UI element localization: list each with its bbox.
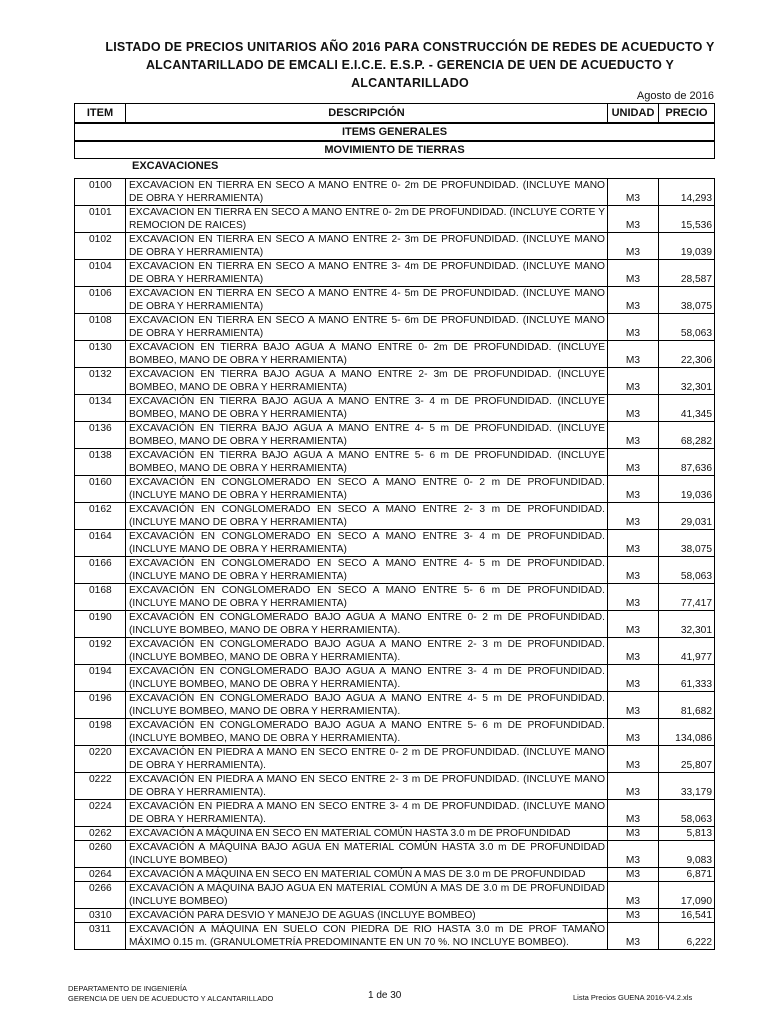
footer-gerencia-label: GERENCIA DE UEN DE ACUEDUCTO Y ALCANTARILLADO [68,994,274,1003]
item-price: 134,086 [675,733,712,744]
item-unit: M3 [608,611,659,637]
item-price: 32,301 [680,382,712,393]
item-unit: M3 [608,341,659,367]
item-description: EXCAVACIÓN A MÁQUINA EN SECO EN MATERIAL COMÚN A MAS DE 3.0 m DE PROFUNDIDAD [126,868,608,881]
item-unit: M3 [608,638,659,664]
item-description: EXCAVACIÓN EN CONGLOMERADO EN SECO A MANO ENTRE 4- 5 m DE PROFUNDIDAD. (INCLUYE MANO DE OBRA Y HERRAMIENTA) [126,557,608,583]
item-code: 0106 [75,287,126,313]
item-description: EXCAVACIÓN EN TIERRA BAJO AGUA A MANO ENTRE 5- 6 m DE PROFUNDIDAD. (INCLUYE BOMBEO, MANO DE OBRA Y HERRAMIENTA) [126,449,608,475]
document-title [100,38,720,92]
table-row [74,909,715,923]
item-price: 58,063 [680,571,712,582]
item-code: 0166 [75,557,126,583]
table-row [74,179,715,206]
item-unit: M3 [608,692,659,718]
item-description: EXCAVACIÓN EN CONGLOMERADO BAJO AGUA A MANO ENTRE 4- 5 m DE PROFUNDIDAD. (INCLUYE BOMBEO, MANO DE OBRA Y HERRAMIENTA). [126,692,608,718]
item-price: 16,541 [680,910,712,921]
item-unit: M3 [608,233,659,259]
table-row [74,584,715,611]
item-unit: M3 [608,314,659,340]
item-code: 0136 [75,422,126,448]
item-description: EXCAVACIÓN EN CONGLOMERADO BAJO AGUA A MANO ENTRE 5- 6 m DE PROFUNDIDAD. (INCLUYE BOMBEO, MANO DE OBRA Y HERRAMIENTA). [126,719,608,745]
column-header-item: ITEM [75,104,126,122]
table-row [74,260,715,287]
table-row [74,422,715,449]
table-row [74,800,715,827]
item-code: 0164 [75,530,126,556]
column-header-price: PRECIO [665,107,708,119]
table-row [74,638,715,665]
item-description: EXCAVACIÓN EN TIERRA BAJO AGUA A MANO ENTRE 4- 5 m DE PROFUNDIDAD. (INCLUYE BOMBEO, MANO DE OBRA Y HERRAMIENTA) [126,422,608,448]
item-unit: M3 [608,665,659,691]
price-table-body [74,178,715,950]
item-price: 29,031 [680,517,712,528]
item-price: 33,179 [680,787,712,798]
item-description: EXCAVACIÓN A MÁQUINA BAJO AGUA EN MATERIAL COMÚN A MAS DE 3.0 m DE PROFUNDIDAD (INCLUYE BOMBEO) [126,882,608,908]
item-description: EXCAVACIÓN EN TIERRA BAJO AGUA A MANO ENTRE 3- 4 m DE PROFUNDIDAD. (INCLUYE BOMBEO, MANO DE OBRA Y HERRAMIENTA) [126,395,608,421]
table-row [74,868,715,882]
item-description: EXCAVACIÓN A MÁQUINA EN SECO EN MATERIAL COMÚN HASTA 3.0 m DE PROFUNDIDAD [126,827,608,840]
table-row [74,476,715,503]
table-row [74,841,715,868]
item-unit: M3 [608,503,659,529]
item-code: 0262 [75,827,126,840]
table-row [74,557,715,584]
footer-dept-label: DEPARTAMENTO DE INGENIERÍA [68,984,188,993]
item-unit: M3 [608,909,659,922]
item-price: 61,333 [680,679,712,690]
item-code: 0108 [75,314,126,340]
item-price: 25,807 [680,760,712,771]
item-description: EXCAVACIÓN EN PIEDRA A MANO EN SECO ENTRE 3- 4 m DE PROFUNDIDAD. (INCLUYE MANO DE OBRA Y HERRAMIENTA). [126,800,608,826]
item-description: EXCAVACIÓN PARA DESVIO Y MANEJO DE AGUAS (INCLUYE BOMBEO) [126,909,608,922]
document-date: Agosto de 2016 [636,90,714,102]
item-description: EXCAVACIÓN EN CONGLOMERADO EN SECO A MANO ENTRE 2- 3 m DE PROFUNDIDAD. (INCLUYE MANO DE OBRA Y HERRAMIENTA) [126,503,608,529]
item-code: 0138 [75,449,126,475]
item-description: EXCAVACION EN TIERRA EN SECO A MANO ENTRE 0- 2m DE PROFUNDIDAD. (INCLUYE MANO DE OBRA Y HERRAMIENTA) [126,179,608,205]
item-price: 41,977 [680,652,712,663]
item-price: 6,871 [686,869,712,880]
item-description: EXCAVACION EN TIERRA BAJO AGUA A MANO ENTRE 0- 2m DE PROFUNDIDAD. (INCLUYE BOMBEO, MANO DE OBRA Y HERRAMIENTA) [126,341,608,367]
item-price: 19,039 [680,247,712,258]
item-price: 32,301 [680,625,712,636]
item-unit: M3 [608,287,659,313]
item-unit: M3 [608,827,659,840]
item-code: 0310 [75,909,126,922]
item-code: 0196 [75,692,126,718]
item-code: 0224 [75,800,126,826]
item-price: 38,075 [680,544,712,555]
item-code: 0264 [75,868,126,881]
item-unit: M3 [608,449,659,475]
item-unit: M3 [608,746,659,772]
item-price: 68,282 [680,436,712,447]
column-header-description: DESCRIPCIÓN [126,104,608,122]
table-row [74,611,715,638]
item-unit: M3 [608,800,659,826]
item-code: 0160 [75,476,126,502]
item-code: 0100 [75,179,126,205]
item-unit: M3 [608,923,659,949]
table-row [74,206,715,233]
item-unit: M3 [608,179,659,205]
item-code: 0260 [75,841,126,867]
item-description: EXCAVACION EN TIERRA EN SECO A MANO ENTRE 2- 3m DE PROFUNDIDAD. (INCLUYE MANO DE OBRA Y HERRAMIENTA) [126,233,608,259]
item-code: 0102 [75,233,126,259]
item-description: EXCAVACIÓN EN CONGLOMERADO BAJO AGUA A MANO ENTRE 3- 4 m DE PROFUNDIDAD. (INCLUYE BOMBEO, MANO DE OBRA Y HERRAMIENTA). [126,665,608,691]
item-price: 15,536 [680,220,712,231]
item-price: 14,293 [680,193,712,204]
item-description: EXCAVACIÓN EN CONGLOMERADO EN SECO A MANO ENTRE 3- 4 m DE PROFUNDIDAD. (INCLUYE MANO DE OBRA Y HERRAMIENTA) [126,530,608,556]
title-line-1: LISTADO DE PRECIOS UNITARIOS AÑO 2016 PARA CONSTRUCCIÓN DE REDES DE ACUEDUCTO Y [105,40,715,54]
item-description: EXCAVACIÓN EN CONGLOMERADO EN SECO A MANO ENTRE 5- 6 m DE PROFUNDIDAD. (INCLUYE MANO DE OBRA Y HERRAMIENTA) [126,584,608,610]
table-row [74,395,715,422]
item-price: 9,083 [686,855,712,866]
item-description: EXCAVACIÓN EN PIEDRA A MANO EN SECO ENTRE 0- 2 m DE PROFUNDIDAD. (INCLUYE MANO DE OBRA Y HERRAMIENTA). [126,746,608,772]
item-unit: M3 [608,882,659,908]
table-header [74,103,715,123]
item-price: 41,345 [680,409,712,420]
table-row [74,773,715,800]
item-description: EXCAVACION EN TIERRA EN SECO A MANO ENTRE 4- 5m DE PROFUNDIDAD. (INCLUYE MANO DE OBRA Y HERRAMIENTA) [126,287,608,313]
item-code: 0311 [75,923,126,949]
section-heading-items-generales: ITEMS GENERALES [74,123,715,141]
item-code: 0192 [75,638,126,664]
item-code: 0190 [75,611,126,637]
item-description: EXCAVACIÓN A MÁQUINA EN SUELO CON PIEDRA DE RIO HASTA 3.0 m DE PROF TAMAÑO MÁXIMO 0.15 m. (GRANULOMETRÍA PREDOMINANTE EN UN 70 %. NO INCLUYE BOMBEO). [126,923,608,949]
table-row [74,530,715,557]
footer-department [68,984,273,1004]
item-code: 0168 [75,584,126,610]
table-row [74,287,715,314]
item-unit: M3 [608,868,659,881]
table-row [74,719,715,746]
item-price: 77,417 [680,598,712,609]
item-description: EXCAVACIÓN EN CONGLOMERADO EN SECO A MANO ENTRE 0- 2 m DE PROFUNDIDAD. (INCLUYE MANO DE OBRA Y HERRAMIENTA) [126,476,608,502]
table-row [74,827,715,841]
item-unit: M3 [608,260,659,286]
column-header-unit: UNIDAD [608,104,659,122]
item-description: EXCAVACIÓN EN CONGLOMERADO BAJO AGUA A MANO ENTRE 0- 2 m DE PROFUNDIDAD. (INCLUYE BOMBEO, MANO DE OBRA Y HERRAMIENTA). [126,611,608,637]
item-unit: M3 [608,719,659,745]
item-unit: M3 [608,368,659,394]
item-unit: M3 [608,773,659,799]
item-price: 5,813 [686,828,712,839]
item-description: EXCAVACIÓN EN PIEDRA A MANO EN SECO ENTRE 2- 3 m DE PROFUNDIDAD. (INCLUYE MANO DE OBRA Y HERRAMIENTA). [126,773,608,799]
table-row [74,665,715,692]
item-price: 28,587 [680,274,712,285]
table-row [74,746,715,773]
item-unit: M3 [608,530,659,556]
item-code: 0194 [75,665,126,691]
item-code: 0162 [75,503,126,529]
table-row [74,503,715,530]
item-unit: M3 [608,557,659,583]
item-code: 0130 [75,341,126,367]
footer-filename: Lista Precios GUENA 2016-V4.2.xls [573,993,693,1002]
item-unit: M3 [608,395,659,421]
item-description: EXCAVACION EN TIERRA BAJO AGUA A MANO ENTRE 2- 3m DE PROFUNDIDAD. (INCLUYE BOMBEO, MANO DE OBRA Y HERRAMIENTA) [126,368,608,394]
table-row [74,449,715,476]
item-description: EXCAVACION EN TIERRA EN SECO A MANO ENTRE 0- 2m DE PROFUNDIDAD. (INCLUYE CORTE Y REMOCION DE RAICES) [126,206,608,232]
item-code: 0220 [75,746,126,772]
item-price: 58,063 [680,814,712,825]
table-row [74,314,715,341]
table-row [74,923,715,950]
item-description: EXCAVACION EN TIERRA EN SECO A MANO ENTRE 5- 6m DE PROFUNDIDAD. (INCLUYE MANO DE OBRA Y HERRAMIENTA) [126,314,608,340]
item-unit: M3 [608,422,659,448]
table-row [74,341,715,368]
item-price: 38,075 [680,301,712,312]
table-row [74,692,715,719]
item-price: 19,036 [680,490,712,501]
item-code: 0101 [75,206,126,232]
section-heading-movimiento-de-tierras: MOVIMIENTO DE TIERRAS [74,141,715,159]
item-code: 0132 [75,368,126,394]
item-code: 0104 [75,260,126,286]
item-description: EXCAVACIÓN EN CONGLOMERADO BAJO AGUA A MANO ENTRE 2- 3 m DE PROFUNDIDAD. (INCLUYE BOMBEO, MANO DE OBRA Y HERRAMIENTA). [126,638,608,664]
page-number: 1 de 30 [368,990,402,1001]
item-code: 0222 [75,773,126,799]
table-row [74,368,715,395]
item-unit: M3 [608,476,659,502]
table-row [74,882,715,909]
item-unit: M3 [608,841,659,867]
item-price: 87,636 [680,463,712,474]
item-price: 81,682 [680,706,712,717]
item-price: 22,306 [680,355,712,366]
item-price: 6,222 [686,937,712,948]
item-code: 0266 [75,882,126,908]
item-description: EXCAVACION EN TIERRA EN SECO A MANO ENTRE 3- 4m DE PROFUNDIDAD. (INCLUYE MANO DE OBRA Y HERRAMIENTA) [126,260,608,286]
title-line-2: ALCANTARILLADO DE EMCALI E.I.C.E. E.S.P. - GERENCIA DE UEN DE ACUEDUCTO Y ALCANTARILLADO [145,58,675,90]
item-code: 0134 [75,395,126,421]
table-row [74,233,715,260]
item-description: EXCAVACIÓN A MÁQUINA BAJO AGUA EN MATERIAL COMÚN HASTA 3.0 m DE PROFUNDIDAD (INCLUYE BOMBEO) [126,841,608,867]
subsection-heading-excavaciones: EXCAVACIONES [132,160,219,172]
item-unit: M3 [608,206,659,232]
item-unit: M3 [608,584,659,610]
item-code: 0198 [75,719,126,745]
item-price: 17,090 [680,896,712,907]
item-price: 58,063 [680,328,712,339]
